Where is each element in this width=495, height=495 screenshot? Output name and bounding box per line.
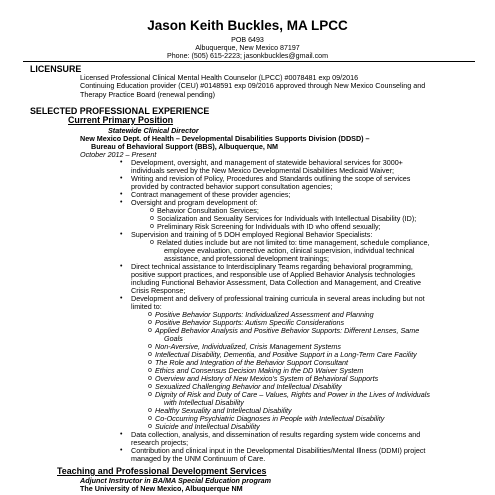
employer-line: Bureau of Behavioral Support (BBS), Albuquerque, NM	[91, 142, 279, 151]
sub-bullet-marker: o	[148, 415, 152, 422]
list-item: positive support practices, and responsible use of Applied Behavior Analysis technologies	[131, 270, 416, 279]
sub-bullet-marker: o	[150, 207, 154, 214]
list-item: Preliminary Risk Screening for Individuals with ID who offend sexually;	[157, 222, 381, 231]
licensure-line: Therapy Practice Board (renewal pending)	[80, 89, 216, 99]
sub-bullet-marker: o	[148, 327, 152, 334]
list-item: provided by contracted behavior support consultation agencies;	[131, 182, 333, 191]
contact-phone-email: Phone: (505) 615-2223; jasonkbuckles@gmail.com	[167, 52, 328, 60]
employer-line: New Mexico Dept. of Health – Developmental Disabilities Supports Division (DDSD) –	[80, 134, 370, 143]
position-dates: October 2012 – Present	[80, 150, 157, 159]
header-rule	[23, 61, 475, 62]
list-item: Non-Aversive, Individualized, Crisis Management Systems	[155, 342, 342, 351]
list-item: Contract management of these provider agencies;	[131, 190, 291, 199]
list-item: limited to:	[131, 302, 162, 311]
list-item: Development and delivery of professional training curricula in several areas including but not	[131, 294, 425, 303]
sub-bullet-marker: o	[148, 367, 152, 374]
bullet-marker: •	[120, 231, 123, 238]
list-item: Ethics and Consensus Decision Making in the DD Waiver System	[155, 366, 364, 375]
list-item: Oversight and program development of:	[131, 198, 258, 207]
list-item: Crisis Response;	[131, 286, 186, 295]
list-item: Supervision and training of 5 DOH employed Regional Behavior Specialists:	[131, 230, 373, 239]
bullet-marker: •	[120, 295, 123, 302]
list-item: Writing and revision of Policy, Procedures and Standards outlining the scope of services	[131, 174, 411, 183]
sub-bullet-marker: o	[150, 215, 154, 222]
resume-name: Jason Keith Buckles, MA LPCC	[147, 18, 348, 33]
list-item: Positive Behavior Supports: Individualized Assessment and Planning	[155, 310, 374, 319]
contact-pob: POB 6493	[231, 36, 264, 44]
list-item: The Role and Integration of the Behavior Support Consultant	[155, 358, 348, 367]
teaching-heading: Teaching and Professional Development Services	[57, 466, 267, 476]
list-item: research projects;	[131, 438, 189, 447]
list-item: Intellectual Disability, Dementia, and Positive Support in a Long-Term Care Facility	[155, 350, 417, 359]
list-item: Goals	[164, 334, 183, 343]
licensure-line: Licensed Professional Clinical Mental Health Counselor (LPCC) #0078481 exp 09/2016	[80, 73, 359, 82]
list-item: individuals served by the New Mexico Developmental Disabilities Medicaid Waiver;	[131, 166, 394, 175]
bullet-marker: •	[120, 199, 123, 206]
sub-bullet-marker: o	[148, 383, 152, 390]
bullet-marker: •	[120, 159, 123, 166]
bullet-marker: •	[120, 191, 123, 198]
list-item: Healthy Sexuality and Intellectual Disability	[155, 406, 292, 415]
list-item: Sexualized Challenging Behavior and Intellectual Disability	[155, 382, 342, 391]
sub-bullet-marker: o	[148, 407, 152, 414]
sub-bullet-marker: o	[148, 319, 152, 326]
bullet-marker: •	[120, 447, 123, 454]
list-item: Development, oversight, and management of statewide behavioral services for 3000+	[131, 158, 403, 167]
list-item: Data collection, analysis, and dissemination of results regarding system wide concerns and	[131, 430, 421, 439]
list-item: Overview and History of New Mexico’s System of Behavioral Supports	[155, 374, 379, 383]
licensure-heading: LICENSURE	[30, 64, 82, 74]
sub-bullet-marker: o	[148, 351, 152, 358]
list-item: Dignity of Risk and Duty of Care – Values, Rights and Power in the Lives of Individuals	[155, 390, 430, 399]
current-position-heading: Current Primary Position	[68, 115, 174, 125]
licensure-line: Continuing Education provider (CEU) #0148591 exp 09/2016 approved through New Mexico Counseling and	[80, 81, 426, 91]
list-item: Co-Occurring Psychiatric Diagnoses in People with Intellectual Disability	[155, 414, 385, 423]
list-item: including Functional Behavior Assessment, Data Collection and Management, and Creative	[131, 278, 422, 287]
position-title: Statewide Clinical Director	[108, 126, 199, 135]
list-item: Direct technical assistance to Interdisciplinary Teams regarding behavioral programming,	[131, 262, 413, 271]
list-item: Suicide and Intellectual Disability	[155, 422, 260, 431]
licensure-text	[80, 74, 480, 99]
bullet-marker: •	[120, 431, 123, 438]
list-item: employee evaluation, corrective action, clinical supervision, individual technical	[164, 246, 415, 255]
sub-bullet-marker: o	[148, 423, 152, 430]
bullet-marker: •	[120, 175, 123, 182]
list-item: Positive Behavior Supports: Autism Specific Considerations	[155, 318, 345, 327]
contact-city: Albuquerque, New Mexico 87197	[195, 44, 300, 52]
list-item: with Intellectual Disability	[164, 398, 244, 407]
sub-bullet-marker: o	[148, 375, 152, 382]
sub-bullet-marker: o	[150, 239, 154, 246]
bullet-marker: •	[120, 263, 123, 270]
list-item: Contribution and clinical input in the Developmental Disabilities/Mental Illness (DDMI) project	[131, 446, 426, 455]
sub-bullet-marker: o	[148, 391, 152, 398]
list-item: Behavior Consultation Services;	[157, 206, 259, 215]
teaching-org: The University of New Mexico, Albuquerque NM	[80, 484, 243, 493]
sub-bullet-marker: o	[150, 223, 154, 230]
sub-bullet-marker: o	[148, 359, 152, 366]
list-item: assistance, and professional development trainings;	[164, 254, 330, 263]
list-item: Applied Behavior Analysis and Positive Behavior Supports: Different Lenses, Same	[155, 326, 420, 335]
list-item: managed by the UNM Continuum of Care.	[131, 454, 266, 463]
teaching-role: Adjunct Instructor in BA/MA Special Education program	[80, 476, 272, 485]
sub-bullet-marker: o	[148, 311, 152, 318]
list-item: Related duties include but are not limited to: time management, schedule compliance,	[157, 238, 430, 247]
list-item: Socialization and Sexuality Services for Individuals with Intellectual Disability (ID);	[157, 214, 417, 223]
experience-heading: SELECTED PROFESSIONAL EXPERIENCE	[30, 106, 210, 116]
sub-bullet-marker: o	[148, 343, 152, 350]
